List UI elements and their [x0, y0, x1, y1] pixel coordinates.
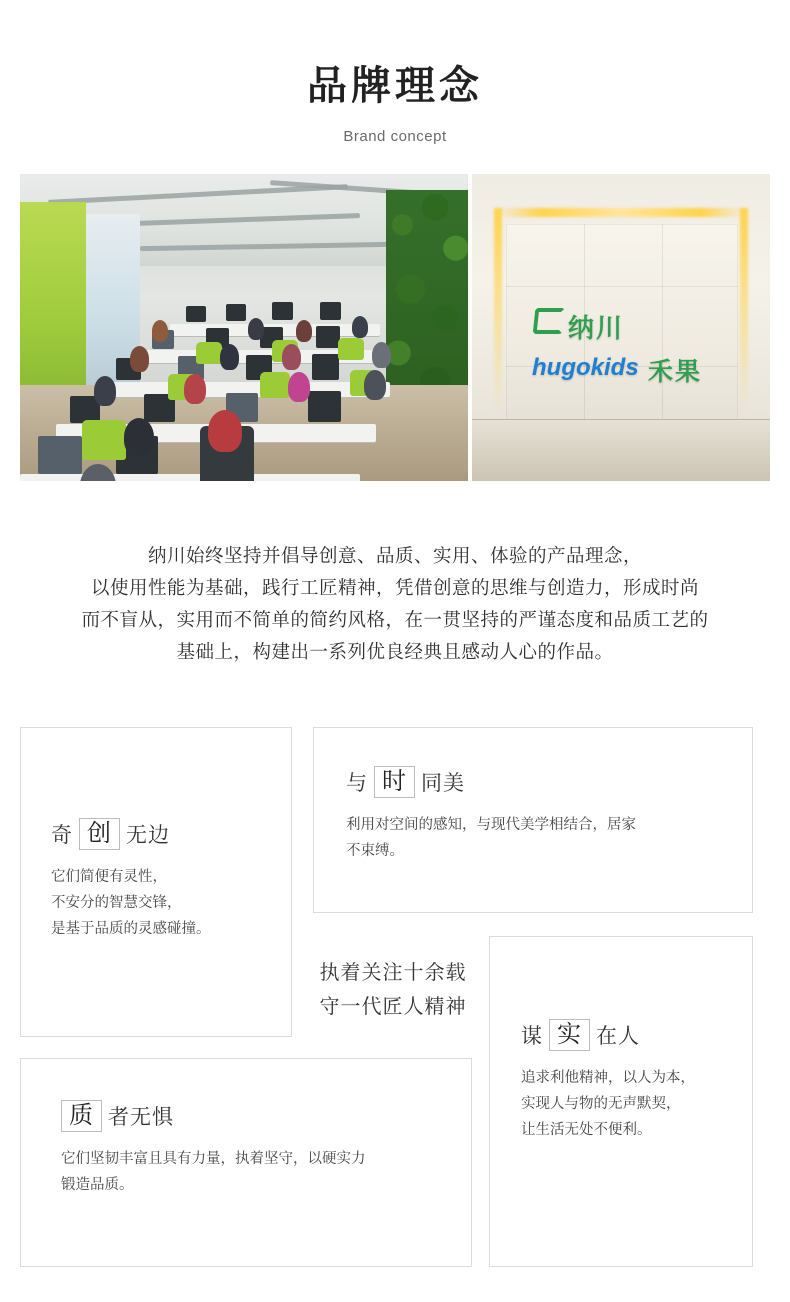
intro-line-3: 而不盲从，实用而不简单的简约风格，在一贯坚持的严谨态度和品质工艺的	[81, 610, 709, 631]
card-title-prefix: 与	[346, 771, 368, 795]
cove-light	[740, 208, 748, 413]
slogan-line-2: 守一代匠人精神	[319, 994, 467, 1018]
person	[130, 346, 149, 372]
slogan-line-1: 执着关注十余载	[319, 960, 467, 984]
person	[364, 370, 386, 400]
person	[124, 418, 154, 456]
card-body	[51, 864, 291, 942]
logo-wall-panel	[506, 224, 738, 436]
card-body-line: 不束缚。	[346, 843, 404, 859]
card-title-highlight: 实	[549, 1019, 590, 1051]
panel-seam	[662, 224, 663, 436]
monitor	[312, 354, 339, 380]
monitor	[272, 302, 293, 320]
cove-light	[494, 208, 502, 413]
cove-light	[496, 208, 746, 217]
card-title-prefix: 奇	[51, 823, 73, 847]
photo-band	[20, 174, 770, 481]
card-body-line: 锻造品质。	[61, 1177, 134, 1193]
card-body-line: 它们坚韧丰富且具有力量，执着坚守，以硬实力	[61, 1151, 366, 1167]
person	[208, 410, 242, 452]
concept-card-zhi	[20, 1058, 472, 1267]
person	[288, 372, 310, 402]
panel-seam	[506, 286, 738, 287]
person	[372, 342, 391, 368]
person	[296, 320, 312, 342]
card-body-line: 让生活无处不便利。	[521, 1122, 652, 1138]
lobby-photo	[472, 174, 770, 481]
card-title-highlight: 创	[79, 818, 120, 850]
person	[352, 316, 368, 338]
desk	[20, 474, 360, 481]
brand-logo-mark-icon	[533, 308, 566, 334]
brand-logo-en: hugokids	[532, 354, 639, 381]
card-body-line: 利用对空间的感知，与现代美学相结合，居家	[346, 817, 636, 833]
monitor	[316, 326, 340, 348]
card-title-prefix: 谋	[521, 1024, 543, 1048]
concept-card-shi	[313, 727, 753, 913]
intro-paragraph	[30, 541, 760, 669]
brand-logo-cn: 纳川	[568, 313, 625, 343]
page-subtitle: Brand concept	[343, 128, 447, 145]
card-body-line: 追求利他精神，以人为本，	[521, 1070, 695, 1086]
card-title-highlight: 质	[61, 1100, 102, 1132]
office-chair	[260, 372, 290, 398]
person	[220, 344, 239, 370]
green-accent-wall	[20, 202, 86, 402]
page-header	[0, 0, 790, 145]
card-body	[346, 812, 752, 864]
monitor	[38, 436, 82, 474]
card-title-suffix: 同美	[421, 771, 465, 795]
card-body-line: 不安分的智慧交锋，	[51, 895, 182, 911]
intro-line-1: 纳川始终坚持并倡导创意、品质、实用、体验的产品理念，	[147, 546, 642, 567]
concept-cards	[0, 727, 790, 1267]
card-body	[521, 1065, 752, 1143]
card-body-line: 它们简便有灵性，	[51, 869, 167, 885]
center-slogan	[300, 955, 486, 1023]
card-body-line: 是基于品质的灵感碰撞。	[51, 921, 211, 937]
card-title-suffix: 者无惧	[108, 1105, 174, 1129]
intro-line-4: 基础上，构建出一系列优良经典且感动人心的作品。	[176, 642, 614, 663]
office-chair	[338, 338, 364, 360]
intro-line-2: 以使用性能为基础，践行工匠精神，凭借创意的思维与创造力，形成时尚	[90, 578, 699, 599]
person	[94, 376, 116, 406]
card-title	[61, 1100, 471, 1132]
person	[152, 320, 168, 342]
office-chair	[196, 342, 222, 364]
person	[282, 344, 301, 370]
card-body-line: 实现人与物的无声默契，	[521, 1096, 681, 1112]
card-title-highlight: 时	[374, 766, 415, 798]
card-title	[51, 818, 291, 850]
concept-card-chuang	[20, 727, 292, 1037]
monitor	[320, 302, 341, 320]
card-title	[521, 1019, 752, 1051]
person	[248, 318, 264, 340]
monitor	[186, 306, 206, 322]
concept-card-shi-ren	[489, 936, 753, 1267]
brand-logo-cn-secondary: 禾果	[648, 358, 703, 386]
monitor	[226, 304, 246, 321]
card-title	[346, 766, 752, 798]
office-chair	[82, 420, 126, 460]
reception-counter	[472, 419, 770, 481]
page-title: 品牌理念	[307, 64, 483, 108]
card-body	[61, 1146, 471, 1198]
card-title-suffix: 在人	[596, 1024, 640, 1048]
card-title-suffix: 无边	[126, 823, 170, 847]
monitor	[308, 391, 341, 422]
office-photo	[20, 174, 468, 481]
person	[184, 374, 206, 404]
